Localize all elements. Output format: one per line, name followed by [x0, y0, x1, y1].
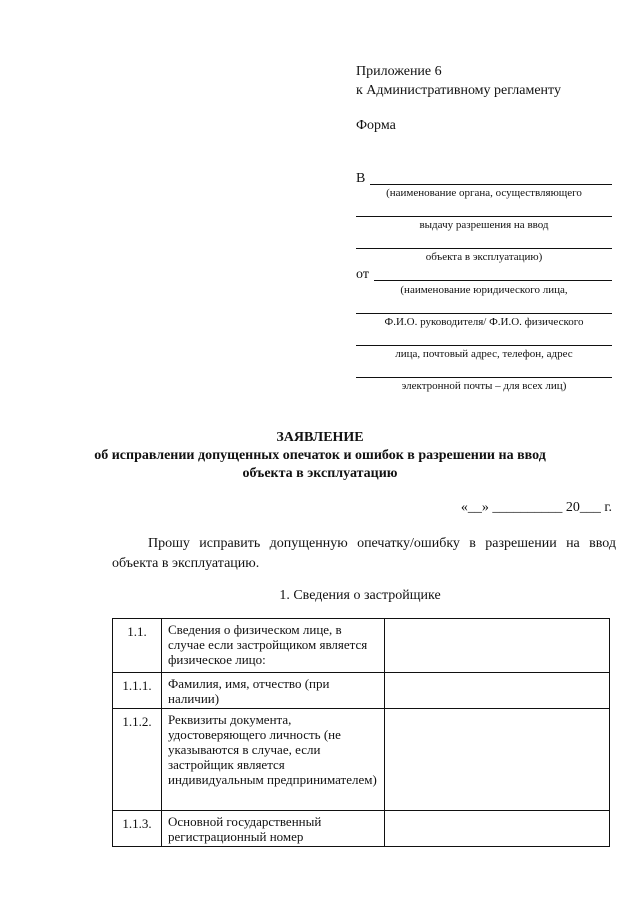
date-line[interactable]: «__» __________ 20___ г. — [460, 500, 612, 515]
row-value-cell[interactable] — [385, 811, 610, 847]
request-paragraph — [112, 534, 616, 574]
row-value-cell[interactable] — [385, 673, 610, 709]
from-label: от — [356, 267, 369, 282]
table-row — [113, 709, 610, 811]
from-field-line-3[interactable] — [356, 345, 612, 346]
table-row — [113, 811, 610, 847]
to-field-line-2[interactable] — [356, 216, 612, 217]
to-field-line-3[interactable] — [356, 248, 612, 249]
from-hint-2: Ф.И.О. руководителя/ Ф.И.О. физического — [384, 316, 584, 328]
row-description: Сведения о физическом лице, в случае если застройщиком является физическое лицо: — [162, 619, 385, 673]
to-hint-2: выдачу разрешения на ввод — [419, 219, 549, 231]
row-number: 1.1.2. — [113, 709, 162, 811]
from-field-line-2[interactable] — [356, 313, 612, 314]
from-hint-3: лица, почтовый адрес, телефон, адрес — [395, 348, 573, 360]
developer-info-table — [112, 618, 610, 847]
table-row — [113, 619, 610, 673]
request-text: Прошу исправить допущенную опечатку/ошибку в разрешении на ввод объекта в эксплуатацию. — [112, 536, 616, 571]
appendix-number: Приложение 6 — [356, 64, 442, 79]
to-field-line-1[interactable] — [370, 184, 612, 185]
table-row — [113, 673, 610, 709]
appendix-regulation: к Административному регламенту — [356, 83, 561, 98]
row-value-cell[interactable] — [385, 619, 610, 673]
row-value-cell[interactable] — [385, 709, 610, 811]
to-hint-1: (наименование органа, осуществляющего — [386, 187, 582, 199]
row-description: Фамилия, имя, отчество (при наличии) — [162, 673, 385, 709]
row-number: 1.1.3. — [113, 811, 162, 847]
from-hint-1: (наименование юридического лица, — [400, 284, 568, 296]
document-subtitle-line-2: объекта в эксплуатацию — [242, 466, 398, 481]
document-title: ЗАЯВЛЕНИЕ — [276, 430, 364, 445]
from-hint-4: электронной почты – для всех лиц) — [401, 380, 567, 392]
from-field-line-4[interactable] — [356, 377, 612, 378]
to-label: В — [356, 171, 366, 186]
row-number: 1.1.1. — [113, 673, 162, 709]
document-subtitle-line-1: об исправлении допущенных опечаток и ошибок в разрешении на ввод — [94, 448, 546, 463]
section-title: 1. Сведения о застройщике — [279, 588, 441, 603]
form-label: Форма — [356, 118, 396, 133]
from-field-line-1[interactable] — [374, 280, 612, 281]
row-description: Основной государственный регистрационный номер — [162, 811, 385, 847]
row-number: 1.1. — [113, 619, 162, 673]
row-description: Реквизиты документа, удостоверяющего личность (не указываются в случае, если застройщик является индивидуальным предпринимателем) — [162, 709, 385, 811]
to-hint-3: объекта в эксплуатацию) — [425, 251, 543, 263]
